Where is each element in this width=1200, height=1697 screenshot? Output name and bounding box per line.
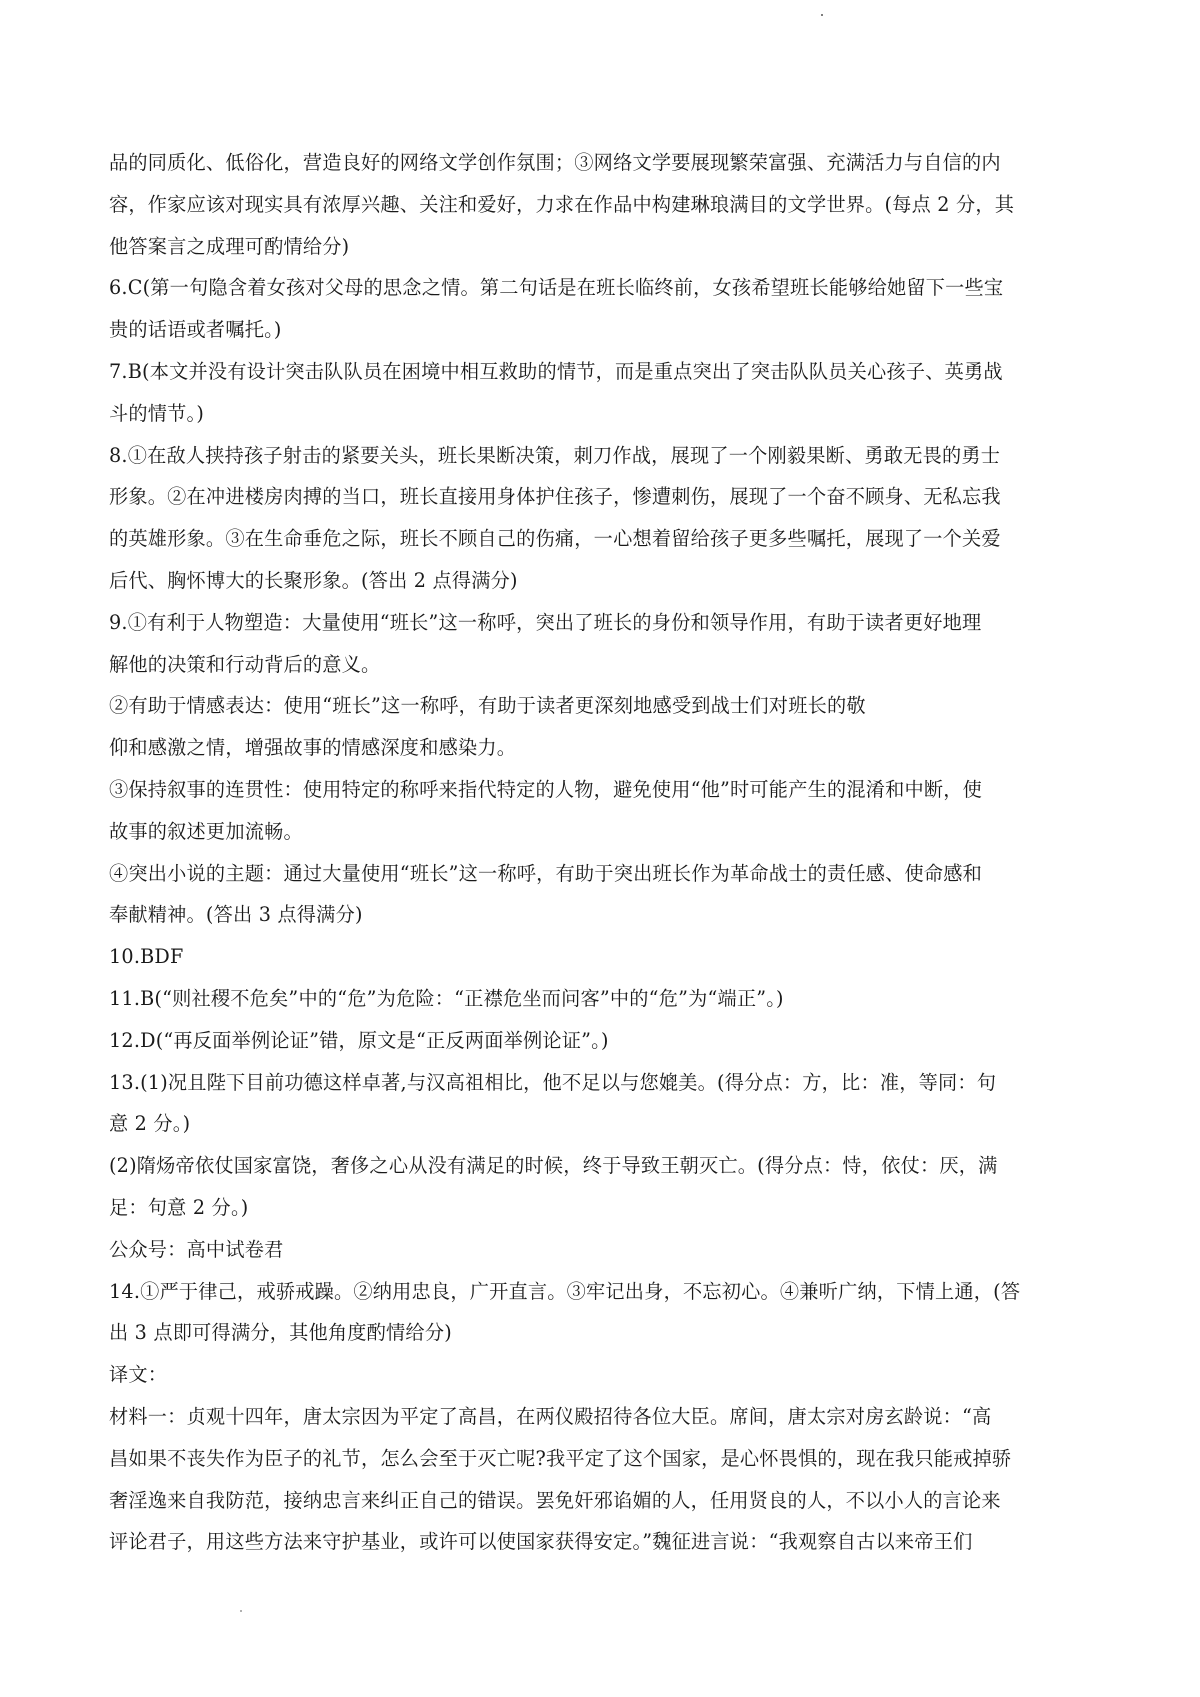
- text-line: 足：句意 2 分。): [109, 1195, 249, 1219]
- text-line: 奢淫逸来自我防范，接纳忠言来纠正自己的错误。罢免奸邪谄媚的人，任用贤良的人，不以小人的言论来: [109, 1488, 1001, 1512]
- scan-speck: [240, 1610, 242, 1612]
- text-line: 译文：: [109, 1363, 168, 1387]
- text-line: 出 3 点即可得满分，其他角度酌情给分): [109, 1321, 452, 1345]
- text-line: 奉献精神。(答出 3 点得满分): [109, 903, 363, 927]
- text-line: 昌如果不丧失作为臣子的礼节，怎么会至于灭亡呢?我平定了这个国家，是心怀畏惧的，现在我只能戒掉骄: [109, 1446, 1012, 1470]
- text-line: 12.D(“再反面举例论证”错，原文是“正反两面举例论证”。): [109, 1028, 609, 1052]
- text-line: 9.①有利于人物塑造：大量使用“班长”这一称呼，突出了班长的身份和领导作用，有助于读者更好地理: [109, 610, 982, 634]
- text-line: 10.BDF: [109, 945, 184, 969]
- text-line: 意 2 分。): [109, 1112, 191, 1136]
- text-line: 的英雄形象。③在生命垂危之际，班长不顾自己的伤痛，一心想着留给孩子更多些嘱托，展现了一个关爱: [109, 527, 1001, 551]
- text-line: 解他的决策和行动背后的意义。: [109, 652, 381, 676]
- scan-speck: [821, 14, 823, 16]
- text-line: (2)隋炀帝依仗国家富饶，奢侈之心从没有满足的时候，终于导致王朝灭亡。(得分点：恃，依仗：厌，满: [109, 1154, 998, 1178]
- text-line: 品的同质化、低俗化，营造良好的网络文学创作氛围；③网络文学要展现繁荣富强、充满活力与自信的内: [109, 151, 1001, 174]
- text-line: ②有助于情感表达：使用“班长”这一称呼，有助于读者更深刻地感受到战士们对班长的敬: [109, 694, 866, 718]
- text-line: 7.B(本文并没有设计突击队队员在困境中相互救助的情节，而是重点突出了突击队队员关心孩子、英勇战: [109, 359, 1003, 383]
- text-line: 容，作家应该对现实具有浓厚兴趣、关注和爱好，力求在作品中构建琳琅满目的文学世界。(每点 2 分，其: [109, 192, 1015, 216]
- text-line: 他答案言之成理可酌情给分): [109, 234, 350, 258]
- text-line: 6.C(第一句隐含着女孩对父母的思念之情。第二句话是在班长临终前，女孩希望班长能够给她留下一些宝: [109, 276, 1004, 300]
- text-line: ③保持叙事的连贯性：使用特定的称呼来指代特定的人物，避免使用“他”时可能产生的混淆和中断，使: [109, 777, 983, 801]
- text-line: 形象。②在冲进楼房肉搏的当口，班长直接用身体护住孩子，惨遭刺伤，展现了一个奋不顾身、无私忘我: [109, 485, 1001, 509]
- text-line: 后代、胸怀博大的长聚形象。(答出 2 点得满分): [109, 568, 518, 592]
- text-line: 11.B(“则社稷不危矣”中的“危”为危险：“正襟危坐而问客”中的“危”为“端正”。): [109, 986, 784, 1010]
- text-line: 8.①在敌人挟持孩子射击的紧要关头，班长果断决策，刺刀作战，展现了一个刚毅果断、勇敢无畏的勇士: [109, 443, 1001, 467]
- text-line: 斗的情节。): [109, 401, 205, 425]
- text-line: 故事的叙述更加流畅。: [109, 819, 303, 843]
- text-line: 仰和感激之情，增强故事的情感深度和感染力。: [109, 736, 517, 760]
- text-line: ④突出小说的主题：通过大量使用“班长”这一称呼，有助于突出班长作为革命战士的责任感、使命感和: [109, 861, 983, 885]
- answer-key-text: [109, 142, 1094, 1563]
- text-line: 公众号：高中试卷君: [109, 1237, 284, 1261]
- text-line: 评论君子，用这些方法来守护基业，或许可以使国家获得安定。”魏征进言说：“我观察自古以来帝王们: [109, 1530, 973, 1554]
- text-line: 材料一：贞观十四年，唐太宗因为平定了高昌，在两仪殿招待各位大臣。席间，唐太宗对房玄龄说：“高: [109, 1404, 992, 1428]
- text-line: 14.①严于律己，戒骄戒躁。②纳用忠良，广开直言。③牢记出身，不忘初心。④兼听广纳，下情上通，(答: [109, 1279, 1021, 1303]
- text-line: 13.(1)况且陛下目前功德这样卓著,与汉高祖相比，他不足以与您媲美。(得分点：方，比：准，等同：句: [109, 1070, 997, 1094]
- text-line: 贵的话语或者嘱托。): [109, 318, 282, 342]
